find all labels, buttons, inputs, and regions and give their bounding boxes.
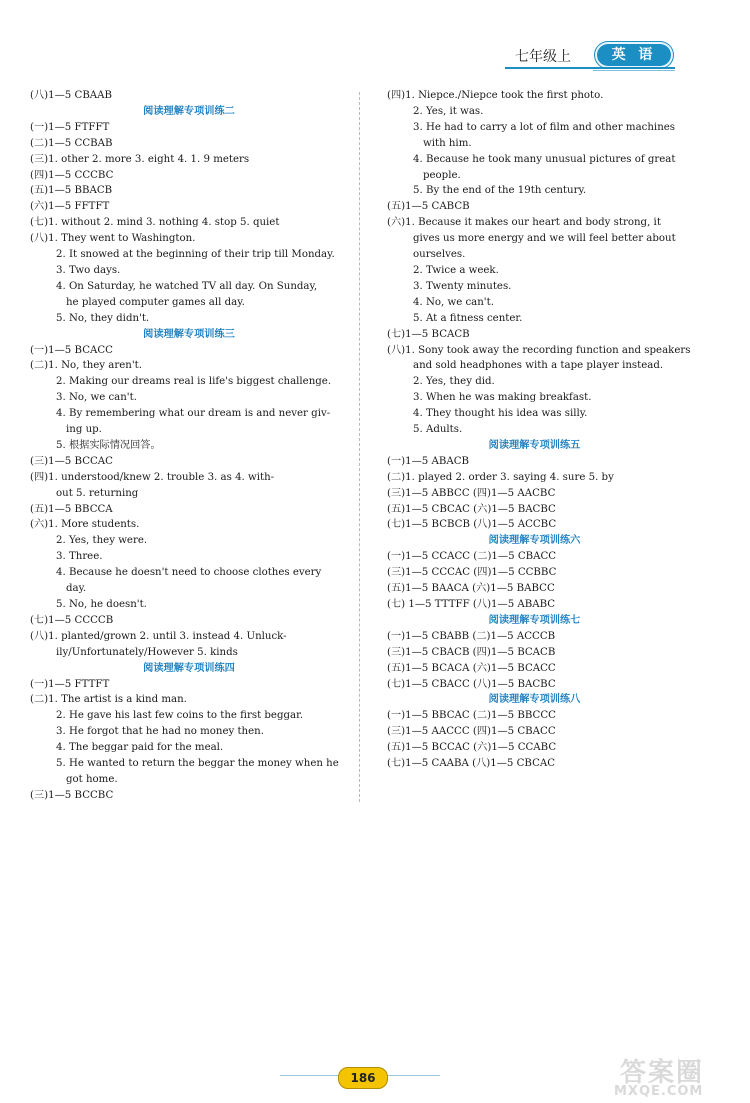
answer-line: (四)1—5 CCCBC [30, 169, 114, 181]
answer-line: 4. They thought his idea was silly. [413, 408, 588, 420]
section-title: 阅读理解专项训练四 [143, 662, 235, 674]
answer-line: ing up. [66, 424, 102, 436]
answer-line: (八)1. Sony took away the recording function and speakers [387, 344, 691, 356]
section-title: 阅读理解专项训练七 [488, 614, 581, 626]
answer-line: (三)1—5 ABBCC (四)1—5 AACBC [387, 487, 556, 499]
answer-line: (四)1. understood/knew 2. trouble 3. as 4. with- [30, 471, 275, 483]
header-rule [505, 67, 675, 69]
section-title: 阅读理解专项训练三 [143, 328, 235, 340]
answer-line: he played computer games all day. [66, 296, 245, 308]
answer-line: (七)1—5 BCBCB (八)1—5 ACCBC [387, 519, 557, 531]
watermark-logo [612, 1052, 742, 1102]
answer-line: gives us more energy and we will feel better about [413, 233, 676, 245]
answer-line: and sold headphones with a tape player instead. [413, 360, 664, 372]
answer-line: (七)1—5 CAABA (八)1—5 CBCAC [387, 758, 556, 770]
answer-line: (五)1—5 BCCAC (六)1—5 CCABC [387, 742, 557, 754]
column-divider [359, 92, 360, 802]
answer-line: (一)1—5 BBCAC (二)1—5 BBCCC [387, 710, 556, 722]
answer-line: 2. Yes, they were. [56, 535, 148, 547]
answer-line: 5. No, he doesn't. [56, 599, 147, 610]
section-title: 阅读理解专项训练八 [488, 694, 581, 706]
section-title: 阅读理解专项训练六 [488, 535, 581, 547]
answer-line: 4. The beggar paid for the meal. [56, 742, 224, 754]
answer-line: (五)1—5 CBCAC (六)1—5 BACBC [387, 503, 556, 515]
answer-line: (五)1—5 BCACA (六)1—5 BCACC [387, 662, 556, 674]
answer-line: 3. Twenty minutes. [413, 280, 512, 292]
page-header [505, 44, 680, 74]
answer-line: 2. It snowed at the beginning of their trip till Monday. [56, 249, 335, 261]
answer-line: (七) 1—5 TTTFF (八)1—5 ABABC [387, 599, 556, 610]
answer-line: (三)1. other 2. more 3. eight 4. 1. 9 meters [30, 153, 250, 165]
answer-line: (五)1—5 CABCB [387, 201, 470, 213]
answer-line: (八)1. They went to Washington. [30, 233, 196, 245]
subject-badge: 英 语 [597, 44, 671, 66]
page-number: 186 [338, 1067, 388, 1089]
answer-line: (四)1. Niepce./Niepce took the first photo. [387, 90, 604, 101]
answer-line: (一)1—5 BCACC [30, 344, 113, 356]
answer-line: (二)1. The artist is a kind man. [30, 694, 187, 706]
answer-line: 3. Three. [56, 551, 103, 563]
answer-line: (三)1—5 CBACB (四)1—5 BCACB [387, 646, 556, 658]
answer-line: (一)1—5 CCACC (二)1—5 CBACC [387, 551, 557, 563]
answer-line: (七)1—5 BCACB [387, 328, 470, 340]
answer-line: (一)1—5 CBABB (二)1—5 ACCCB [387, 630, 556, 642]
answer-line: (一)1—5 ABACB [387, 455, 470, 467]
answer-line: (七)1—5 CCCCB [30, 614, 114, 626]
answer-line: (三)1—5 CCCAC (四)1—5 CCBBC [387, 567, 557, 579]
answer-line: 3. He had to carry a lot of film and other machines [413, 121, 676, 133]
answer-line: (六)1—5 FFTFT [30, 201, 110, 213]
section-title: 阅读理解专项训练二 [143, 105, 235, 117]
answer-line: 5. No, they didn't. [56, 312, 150, 324]
answer-line: 4. By remembering what our dream is and never giv- [56, 408, 331, 420]
section-title: 阅读理解专项训练五 [488, 439, 581, 451]
header-rule-accent [593, 70, 675, 71]
answer-line: 5. Adults. [413, 424, 463, 436]
answer-line: ourselves. [413, 249, 466, 261]
answer-line: (六)1. More students. [30, 519, 140, 531]
answer-line: (三)1—5 BCCAC [30, 455, 113, 467]
answer-line: 2. Yes, they did. [413, 376, 495, 388]
answer-line: (八)1. planted/grown 2. until 3. instead 4. Unluck- [30, 630, 287, 642]
answer-line: with him. [423, 137, 472, 149]
answer-line: 3. Two days. [56, 264, 121, 276]
answer-line: (三)1—5 BCCBC [30, 789, 114, 801]
answer-line: 5. By the end of the 19th century. [413, 185, 587, 197]
answer-line: ily/Unfortunately/However 5. kinds [56, 646, 238, 658]
answer-line: 4. On Saturday, he watched TV all day. On Sunday, [56, 280, 318, 292]
answer-line: out 5. returning [56, 487, 139, 499]
answer-column-left [30, 88, 348, 804]
answer-line: (七)1—5 CBACC (八)1—5 BACBC [387, 678, 556, 690]
answer-line: (二)1. No, they aren't. [30, 360, 142, 372]
answer-line: day. [66, 583, 87, 595]
grade-label: 七年级上 [515, 49, 571, 65]
answer-line: (八)1—5 CBAAB [30, 90, 113, 101]
watermark-text: 答案圈 [620, 1058, 705, 1088]
answer-line: (一)1—5 FTFFT [30, 121, 110, 133]
answer-line: 2. Making our dreams real is life's biggest challenge. [56, 376, 332, 388]
answer-column-right [387, 88, 691, 772]
answer-line: (一)1—5 FTTFT [30, 678, 110, 690]
answer-line: 2. Twice a week. [413, 264, 499, 276]
answer-line: 3. When he was making breakfast. [413, 392, 592, 404]
answer-line: got home. [66, 773, 118, 785]
answer-line: 5. He wanted to return the beggar the money when he [56, 758, 339, 770]
answer-line: 2. He gave his last few coins to the first beggar. [56, 710, 304, 722]
answer-line: (五)1—5 BAACA (六)1—5 BABCC [387, 583, 555, 595]
answer-line: 3. No, we can't. [56, 392, 137, 404]
answer-line: (二)1—5 CCBAB [30, 137, 113, 149]
answer-line: (七)1. without 2. mind 3. nothing 4. stop 5. quiet [30, 217, 280, 229]
answer-line: (三)1—5 AACCC (四)1—5 CBACC [387, 726, 556, 738]
answer-line: 4. Because he took many unusual pictures of great [413, 153, 676, 165]
answer-line: 3. He forgot that he had no money then. [56, 726, 264, 738]
answer-line: 4. Because he doesn't need to choose clothes every [56, 567, 322, 579]
answer-line: (二)1. played 2. order 3. saying 4. sure 5. by [387, 471, 614, 483]
answer-line: 5. 根据实际情况回答。 [56, 439, 161, 451]
answer-line: (五)1—5 BBACB [30, 185, 113, 197]
answer-line: 4. No, we can't. [413, 296, 494, 308]
answer-line: 2. Yes, it was. [413, 105, 484, 117]
answer-line: 5. At a fitness center. [413, 312, 523, 324]
watermark-url: MXQE.COM [614, 1084, 704, 1099]
answer-line: people. [423, 169, 461, 181]
answer-line: (五)1—5 BBCCA [30, 503, 113, 515]
answer-line: (六)1. Because it makes our heart and body strong, it [387, 217, 661, 229]
